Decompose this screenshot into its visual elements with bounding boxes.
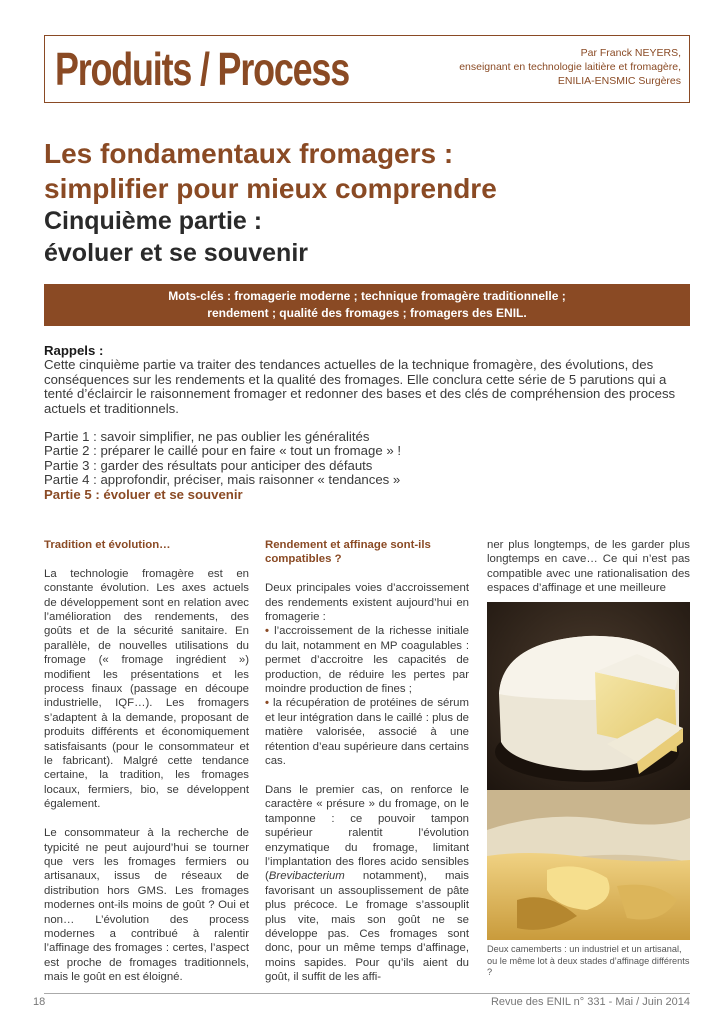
page-number: 18 <box>33 996 46 1008</box>
article-subtitle-line: évoluer et se souvenir <box>44 239 309 267</box>
photo-caption: Deux camemberts : un industriel et un artisanal, ou le même lot à deux stades d’affinage différents ? <box>487 944 690 977</box>
journal-reference: Revue des ENIL n° 331 - Mai / Juin 2014 <box>490 996 690 1008</box>
author-line: Par Franck NEYERS, <box>580 47 681 59</box>
section-title: Produits / Process <box>55 43 349 95</box>
bullet-text: la récupération de protéines de sérum et leur intégration dans le caillé : plus de matière valorisée, associé à une rétention d’eau supérieure dans certains cas. <box>265 697 469 768</box>
rappels-label: Rappels : <box>44 343 104 358</box>
intro-text: Cette cinquième partie va traiter des tendances actuelles de la technique fromagère, des évolutions, des conséquences sur les rendements et la qualité des fromages. Elle conclura cette série de 5 parutions qui a tenté d’éclaircir le raisonnement fromager et redonner des bases et des clés de compréhension des process actuels et traditionnels. <box>44 357 676 416</box>
camembert-image <box>487 602 690 790</box>
column-2-paragraph <box>265 783 469 985</box>
bullet-item <box>265 624 469 696</box>
intro-section <box>44 344 694 502</box>
column-1-paragraph: La technologie fromagère est en constante évolution. Les axes actuels de développement sont en relation avec l’amélioration des rendements, des goûts et de la sécurité sanitaire. En parallèle, de nouvelles utilisations du fromage (« fromage ingrédient ») modifient les présentations et les process finaux (passage en découpe industrielle, IQF…). Les fromagers s’adaptent à la demande, proposant de produits différents et économiquement satisfaisants (pour le consommateur et le fabricant). Malgré cette tendance certaine, la tradition, les fromages locaux, fermiers, bio, se développent également. <box>44 567 249 811</box>
parts-list <box>44 430 694 502</box>
article-title-line: simplifier pour mieux comprendre <box>44 173 497 204</box>
column-3 <box>487 538 690 596</box>
part-item: Partie 3 : garder des résultats pour anticiper des défauts <box>44 457 373 473</box>
part-item: Partie 1 : savoir simplifier, ne pas oublier les généralités <box>44 429 370 445</box>
part-item: Partie 2 : préparer le caillé pour en faire « tout un fromage » ! <box>44 443 401 459</box>
author-line: ENILIA-ENSMIC Surgères <box>557 75 681 87</box>
keywords-banner <box>44 284 690 326</box>
column-2-heading: Rendement et affinage sont-ils compatibles ? <box>265 539 431 566</box>
article-title-line: Les fondamentaux fromagers : <box>44 138 454 169</box>
camembert-photo-artisanal <box>487 790 690 940</box>
author-credit <box>459 46 681 88</box>
footer-divider <box>44 993 690 994</box>
keywords-line: rendement ; qualité des fromages ; fromagers des ENIL. <box>207 306 527 320</box>
column-3-paragraph: ner plus longtemps, de les garder plus longtemps en cave… Ce qui n’est pas compatible avec une rationalisation des espaces d’affinage et une meilleure <box>487 539 690 595</box>
para-text: notamment), mais favorisant un assouplissement de pâte plus précoce. Le fromage s’assouplit plus vite, mais son goût ne se développe pas. Ces fromages sont donc, pour un même temps d’affinage, moins sapides. Pour qu’ils aient du goût, il suffit de les affi- <box>265 870 469 984</box>
author-line: enseignant en technologie laitière et fromagère, <box>459 61 681 73</box>
keywords-line: Mots-clés : fromagerie moderne ; technique fromagère traditionnelle ; <box>168 289 566 303</box>
column-1-heading: Tradition et évolution… <box>44 539 171 551</box>
para-text: Dans le premier cas, on renforce le caractère « présure » du fromage, on le tamponne : ce pouvoir tampon supérieur ralentit l’évolution enzymatique du fromage, limitant l’implantation des flores acido sensibles ( <box>265 783 469 883</box>
camembert-photo-industrial <box>487 602 690 790</box>
bullet-item <box>265 696 469 768</box>
camembert-image <box>487 790 690 940</box>
column-1 <box>44 538 249 999</box>
column-2 <box>265 538 469 999</box>
article-subtitle-line: Cinquième partie : <box>44 207 263 235</box>
bullet-mark: • <box>265 625 269 638</box>
part-item: Partie 4 : approfondir, préciser, mais raisonner « tendances » <box>44 472 401 488</box>
part-item-current: Partie 5 : évoluer et se souvenir <box>44 486 243 502</box>
column-2-paragraph: Deux principales voies d’accroissement des rendements existent aujourd’hui en fromagerie : <box>265 582 469 624</box>
article-title <box>44 136 497 206</box>
para-italic: Brevibacterium <box>268 870 345 883</box>
bullet-mark: • <box>265 697 269 710</box>
bullet-text: l’accroissement de la richesse initiale du lait, notamment en MP coagulables : permet d’accroitre les capacités de production, de réduire les pertes par moindre production de fines ; <box>265 625 469 696</box>
article-subtitle <box>44 205 308 269</box>
header-box <box>44 35 690 103</box>
column-1-paragraph: Le consommateur à la recherche de typicité ne peut aujourd’hui se tourner que vers les fromages fermiers ou artisanaux, issus de réseaux de distribution hors GMS. Les fromages modernes ont-ils moins de goût ? Oui et non… L’évolution des process modernes a contribué à ralentir l’affinage des fromages : certes, l’aspect est proche de fromages traditionnels, mais le goût en est éloigné. <box>44 827 249 984</box>
